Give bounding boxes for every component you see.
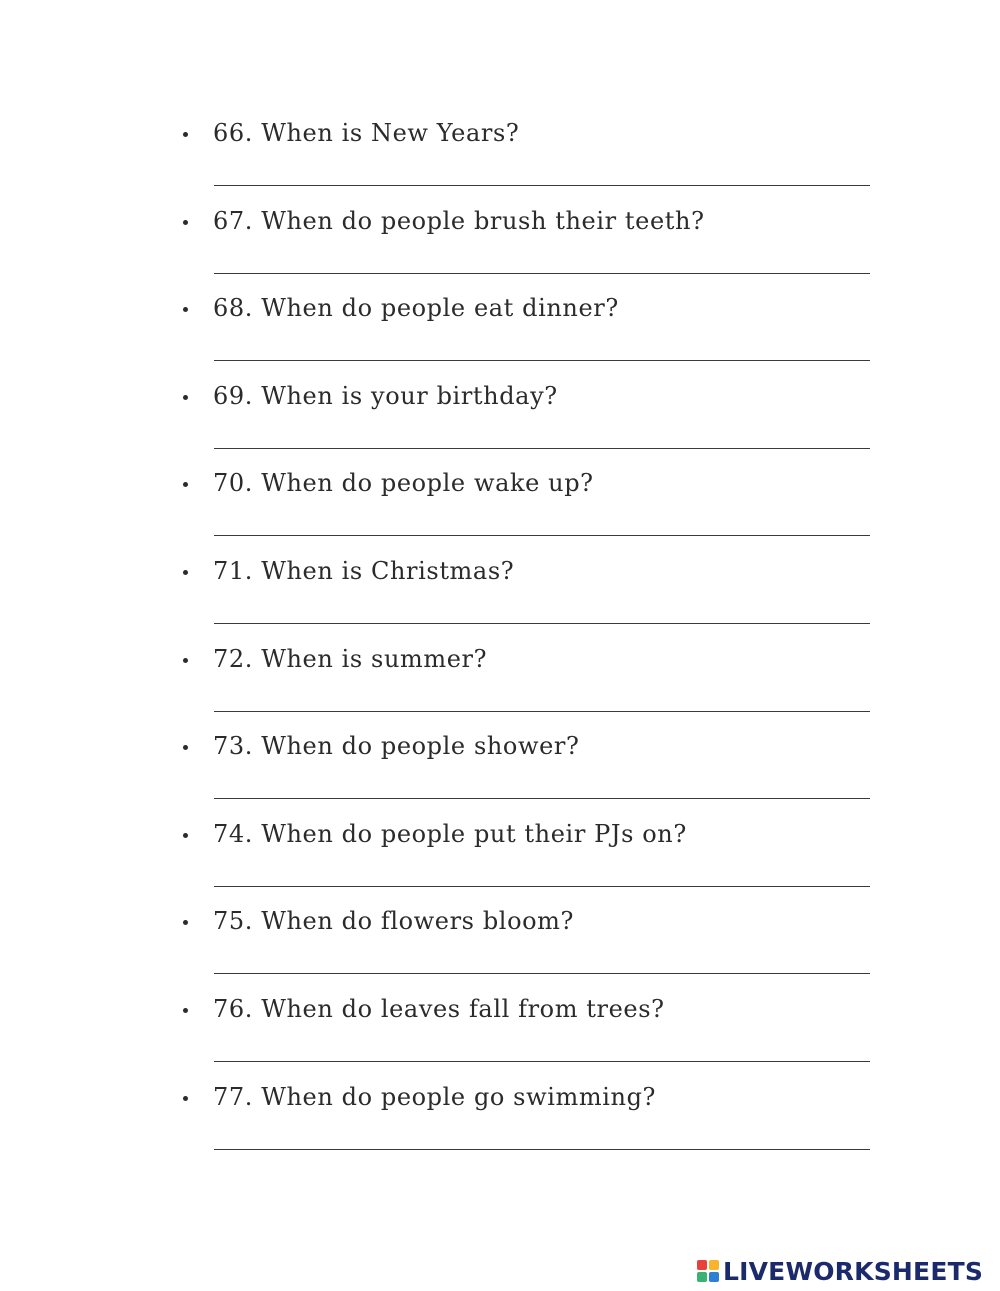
question-item	[180, 813, 880, 901]
bullet-icon	[183, 132, 188, 137]
bullet-icon	[183, 482, 188, 487]
answer-line[interactable]	[214, 448, 870, 449]
logo-square-blue	[709, 1272, 719, 1282]
question-item	[180, 1076, 880, 1164]
question-text: 76. When do leaves fall from trees?	[213, 994, 665, 1023]
bullet-icon	[183, 833, 188, 838]
question-item	[180, 725, 880, 813]
question-item	[180, 112, 880, 200]
bullet-icon	[183, 570, 188, 575]
question-item	[180, 550, 880, 638]
bullet-icon	[183, 220, 188, 225]
bullet-icon	[183, 658, 188, 663]
question-item	[180, 375, 880, 463]
bullet-icon	[183, 395, 188, 400]
bullet-icon	[183, 1096, 188, 1101]
bullet-icon	[183, 1008, 188, 1013]
question-text: 66. When is New Years?	[213, 119, 520, 147]
answer-line[interactable]	[214, 360, 870, 361]
question-item	[180, 900, 880, 988]
question-item	[180, 200, 880, 288]
question-text: 74. When do people put their PJs on?	[213, 819, 687, 848]
answer-line[interactable]	[214, 973, 870, 974]
question-text: 75. When do flowers bloom?	[213, 907, 574, 936]
question-text: 70. When do people wake up?	[213, 469, 594, 498]
answer-line[interactable]	[214, 1149, 870, 1150]
logo-square-red	[697, 1260, 707, 1270]
question-text: 67. When do people brush their teeth?	[213, 206, 705, 235]
answer-line[interactable]	[214, 886, 870, 887]
question-text: 68. When do people eat dinner?	[213, 294, 619, 323]
answer-line[interactable]	[214, 1061, 870, 1062]
brand-name: LIVEWORKSHEETS	[723, 1256, 984, 1286]
answer-line[interactable]	[214, 623, 870, 624]
answer-line[interactable]	[214, 185, 870, 186]
logo-square-yellow	[709, 1260, 719, 1270]
liveworksheets-brand	[697, 1256, 983, 1286]
question-item	[180, 988, 880, 1076]
logo-square-green	[697, 1272, 707, 1282]
question-item	[180, 638, 880, 726]
bullet-icon	[183, 745, 188, 750]
question-text: 72. When is summer?	[213, 644, 488, 673]
question-text: 71. When is Christmas?	[213, 556, 515, 585]
answer-line[interactable]	[214, 711, 870, 712]
question-text: 69. When is your birthday?	[213, 381, 558, 410]
question-list	[180, 112, 880, 1163]
bullet-icon	[183, 307, 188, 312]
liveworksheets-logo-icon	[697, 1260, 719, 1282]
answer-line[interactable]	[214, 535, 870, 536]
question-text: 73. When do people shower?	[213, 732, 580, 761]
question-item	[180, 462, 880, 550]
question-text: 77. When do people go swimming?	[213, 1082, 656, 1111]
question-item	[180, 287, 880, 375]
bullet-icon	[183, 920, 188, 925]
answer-line[interactable]	[214, 798, 870, 799]
answer-line[interactable]	[214, 273, 870, 274]
